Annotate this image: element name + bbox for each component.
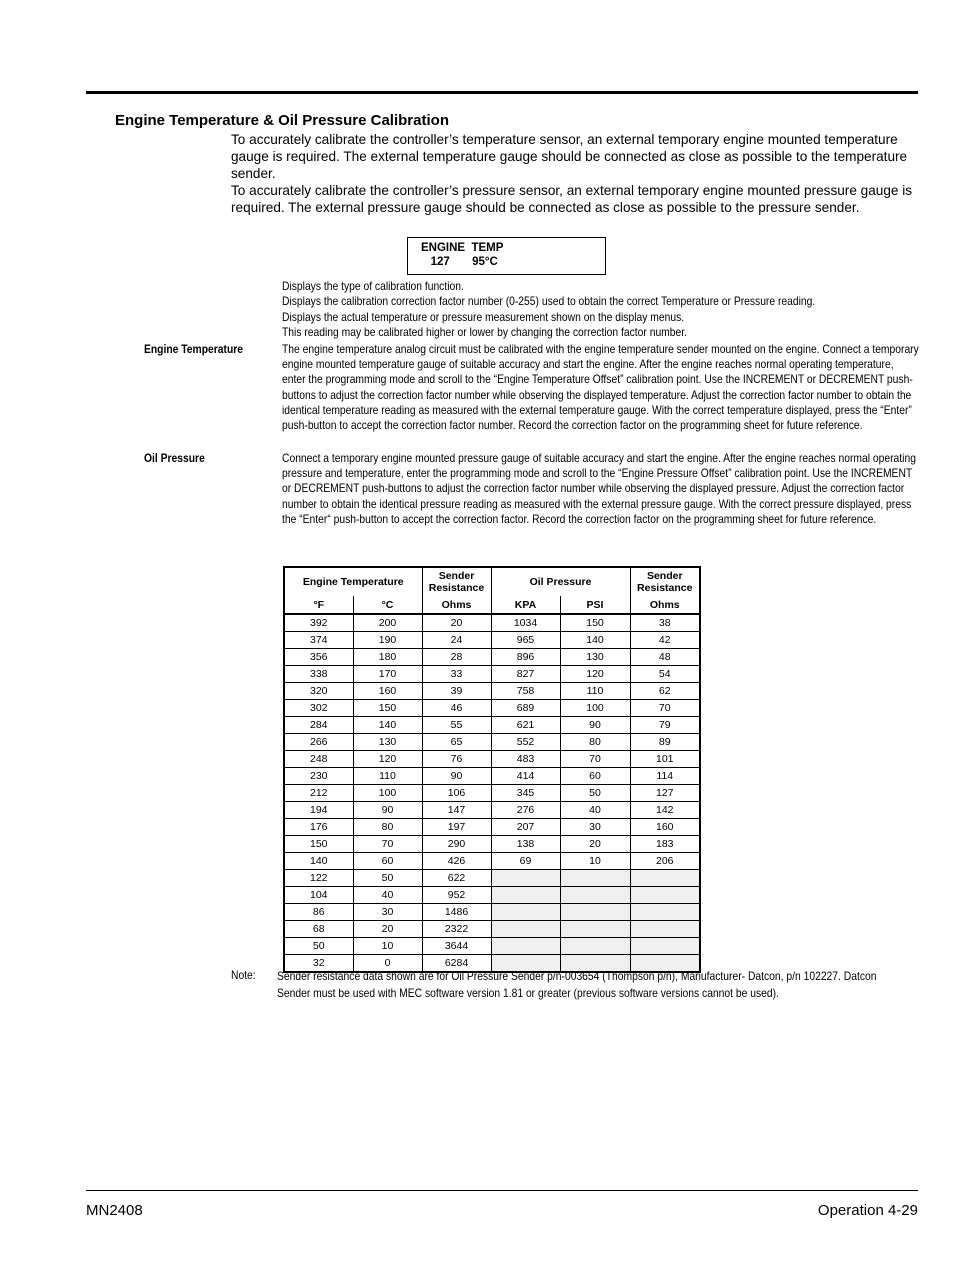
table-cell: 100 xyxy=(560,700,630,717)
table-cell: 483 xyxy=(491,751,560,768)
display-example xyxy=(407,237,606,275)
table-cell: 40 xyxy=(560,802,630,819)
table-cell: 622 xyxy=(422,870,491,887)
table-cell: 60 xyxy=(353,853,422,870)
table-cell: 69 xyxy=(491,853,560,870)
table-cell xyxy=(491,938,560,955)
table-cell: 106 xyxy=(422,785,491,802)
table-cell xyxy=(630,870,700,887)
table-cell: 200 xyxy=(353,614,422,632)
unit-header: °F xyxy=(284,596,353,614)
table-cell: 689 xyxy=(491,700,560,717)
table-cell xyxy=(630,938,700,955)
unit-header: Ohms xyxy=(630,596,700,614)
table-row xyxy=(284,853,700,870)
table-cell: 147 xyxy=(422,802,491,819)
table-cell xyxy=(560,921,630,938)
table-cell: 952 xyxy=(422,887,491,904)
engine-temperature-text: The engine temperature analog circuit must be calibrated with the engine temperature sender mounted on the engine. Connect a temporary engine mounted temperature gauge of suitable accuracy and start the engine. After the engine reaches normal operating temperature, enter the programming mode and scroll to the “Engine Temperature Offset” calibration point. Use the INCREMENT or DECREMENT push-buttons to adjust the correction factor number while observing the displayed temperature. Adjust the correction factor number to obtain the identical temperature reading as measured with the external temperature gauge. With the correct temperature displayed, press the “Enter” push-button to accept the correction factor number. Record the correction factor on the programming sheet for future reference. xyxy=(282,342,919,433)
footer-page-number: Operation 4-29 xyxy=(817,1202,918,1219)
table-cell: 965 xyxy=(491,632,560,649)
table-cell: 140 xyxy=(560,632,630,649)
table-cell: 190 xyxy=(353,632,422,649)
table-cell: 104 xyxy=(284,887,353,904)
table-cell: 120 xyxy=(353,751,422,768)
table-cell: 180 xyxy=(353,649,422,666)
unit-header: KPA xyxy=(491,596,560,614)
table-row xyxy=(284,751,700,768)
table-cell: 183 xyxy=(630,836,700,853)
oil-pressure-text: Connect a temporary engine mounted pressure gauge of suitable accuracy and start the engine. After the engine reaches normal operating pressure and temperature, enter the programming mode and scroll to the “Engine Pressure Offset” calibration point. Use the INCREMENT or DECREMENT push-buttons to adjust the correction factor number while observing the displayed pressure. Adjust the correction factor number to obtain the identical pressure reading as measured with the external pressure gauge. With the correct pressure displayed, press the “Enter“ push-button to accept the correction factor. Record the correction factor on the programming sheet for future reference. xyxy=(282,451,916,526)
table-cell: 552 xyxy=(491,734,560,751)
table-cell: 86 xyxy=(284,904,353,921)
table-cell: 48 xyxy=(630,649,700,666)
table-cell: 114 xyxy=(630,768,700,785)
description-item: This reading may be calibrated higher or lower by changing the correction factor number. xyxy=(282,325,687,340)
table-cell: 338 xyxy=(284,666,353,683)
table-row xyxy=(284,666,700,683)
table-row xyxy=(284,802,700,819)
table-cell: 62 xyxy=(630,683,700,700)
table-cell: 30 xyxy=(560,819,630,836)
table-cell: 130 xyxy=(353,734,422,751)
table-row xyxy=(284,632,700,649)
unit-header: PSI xyxy=(560,596,630,614)
table-cell: 70 xyxy=(630,700,700,717)
table-cell xyxy=(491,870,560,887)
table-cell: 80 xyxy=(353,819,422,836)
table-cell: 55 xyxy=(422,717,491,734)
table-cell: 356 xyxy=(284,649,353,666)
table-cell: 70 xyxy=(560,751,630,768)
header-oil-pressure: Oil Pressure xyxy=(491,567,630,596)
table-row xyxy=(284,717,700,734)
table-row xyxy=(284,785,700,802)
table-cell: 79 xyxy=(630,717,700,734)
table-cell: 1034 xyxy=(491,614,560,632)
table-cell: 28 xyxy=(422,649,491,666)
table-cell: 140 xyxy=(353,717,422,734)
table-cell: 248 xyxy=(284,751,353,768)
table-cell: 50 xyxy=(284,938,353,955)
table-cell: 284 xyxy=(284,717,353,734)
table-cell: 3644 xyxy=(422,938,491,955)
description-item: Displays the calibration correction factor number (0-255) used to obtain the correct Temperature or Pressure reading. xyxy=(282,294,816,309)
table-cell: 176 xyxy=(284,819,353,836)
table-cell: 101 xyxy=(630,751,700,768)
table-cell: 122 xyxy=(284,870,353,887)
table-cell: 160 xyxy=(630,819,700,836)
table-cell: 212 xyxy=(284,785,353,802)
display-descriptions xyxy=(282,279,923,341)
table-cell: 30 xyxy=(353,904,422,921)
table-cell: 50 xyxy=(560,785,630,802)
table-cell: 46 xyxy=(422,700,491,717)
table-cell: 120 xyxy=(560,666,630,683)
table-cell: 142 xyxy=(630,802,700,819)
table-cell: 320 xyxy=(284,683,353,700)
table-cell: 80 xyxy=(560,734,630,751)
note-label: Note: xyxy=(231,968,256,982)
table-row xyxy=(284,870,700,887)
table-cell: 20 xyxy=(422,614,491,632)
table-cell: 170 xyxy=(353,666,422,683)
table-cell: 6284 xyxy=(422,955,491,973)
header-sender-resistance-2: Sender Resistance xyxy=(630,567,700,596)
table-cell: 20 xyxy=(353,921,422,938)
table-cell: 290 xyxy=(422,836,491,853)
table-cell xyxy=(491,887,560,904)
table-cell: 140 xyxy=(284,853,353,870)
section-title: Engine Temperature & Oil Pressure Calibration xyxy=(115,112,449,129)
intro-paragraph-pressure: To accurately calibrate the controller’s pressure sensor, an external temporary engine mounted pressure gauge is required. The external pressure gauge should be connected as close as possible to the pressure sender. xyxy=(231,183,913,215)
table-row xyxy=(284,887,700,904)
table-cell: 90 xyxy=(353,802,422,819)
engine-temperature-label: Engine Temperature xyxy=(144,342,244,356)
table-cell: 621 xyxy=(491,717,560,734)
header-engine-temperature: Engine Temperature xyxy=(284,567,422,596)
table-row xyxy=(284,836,700,853)
table-cell: 150 xyxy=(284,836,353,853)
table-cell: 110 xyxy=(353,768,422,785)
intro-text xyxy=(231,131,916,216)
table-cell: 20 xyxy=(560,836,630,853)
table-row xyxy=(284,904,700,921)
table-cell: 89 xyxy=(630,734,700,751)
table-cell xyxy=(630,921,700,938)
header-sender-resistance: Sender Resistance xyxy=(422,567,491,596)
table-cell: 194 xyxy=(284,802,353,819)
table-cell: 110 xyxy=(560,683,630,700)
table-cell: 758 xyxy=(491,683,560,700)
table-cell: 39 xyxy=(422,683,491,700)
table-cell: 414 xyxy=(491,768,560,785)
table-cell: 2322 xyxy=(422,921,491,938)
unit-header: Ohms xyxy=(422,596,491,614)
display-line-2: 127 95°C xyxy=(421,256,498,268)
table-cell: 266 xyxy=(284,734,353,751)
table-cell: 197 xyxy=(422,819,491,836)
table-cell: 827 xyxy=(491,666,560,683)
table-cell: 50 xyxy=(353,870,422,887)
table-cell: 150 xyxy=(353,700,422,717)
table-cell: 90 xyxy=(422,768,491,785)
table-cell xyxy=(630,904,700,921)
table-row xyxy=(284,649,700,666)
table-row xyxy=(284,683,700,700)
table-cell xyxy=(491,921,560,938)
table-cell: 100 xyxy=(353,785,422,802)
table-cell: 207 xyxy=(491,819,560,836)
note-text: Sender resistance data shown are for Oil Pressure Sender p/n-003654 (Thompson p/n), Manufacturer- Datcon, p/n 102227. Datcon Sender must be used with MEC software version 1.81 or greater (previous software versions cannot be used). xyxy=(277,969,877,1000)
table-cell: 130 xyxy=(560,649,630,666)
table-cell: 374 xyxy=(284,632,353,649)
footer-document-number: MN2408 xyxy=(86,1202,143,1219)
table-cell: 276 xyxy=(491,802,560,819)
calibration-table xyxy=(283,566,701,973)
table-cell xyxy=(560,887,630,904)
description-item: Displays the type of calibration function. xyxy=(282,279,464,293)
table-cell: 54 xyxy=(630,666,700,683)
table-cell: 127 xyxy=(630,785,700,802)
table-cell: 68 xyxy=(284,921,353,938)
table-cell: 345 xyxy=(491,785,560,802)
table-row xyxy=(284,768,700,785)
table-cell: 76 xyxy=(422,751,491,768)
table-cell: 70 xyxy=(353,836,422,853)
table-cell: 24 xyxy=(422,632,491,649)
unit-header: °C xyxy=(353,596,422,614)
table-cell: 206 xyxy=(630,853,700,870)
table-row xyxy=(284,921,700,938)
table-row xyxy=(284,734,700,751)
table-cell xyxy=(560,938,630,955)
oil-pressure-label: Oil Pressure xyxy=(144,451,205,465)
table-cell: 32 xyxy=(284,955,353,973)
table-cell: 42 xyxy=(630,632,700,649)
intro-paragraph-temperature: To accurately calibrate the controller’s temperature sensor, an external temporary engine mounted temperature gauge is required. The external temperature gauge should be connected as close as possible to the temperature sender. xyxy=(231,132,908,181)
table-cell: 160 xyxy=(353,683,422,700)
calibration-table-body xyxy=(284,614,700,972)
table-row xyxy=(284,700,700,717)
table-cell: 40 xyxy=(353,887,422,904)
table-cell: 302 xyxy=(284,700,353,717)
table-row xyxy=(284,938,700,955)
table-cell: 150 xyxy=(560,614,630,632)
table-cell: 10 xyxy=(560,853,630,870)
display-line-1: ENGINE TEMP xyxy=(421,242,504,254)
table-cell: 10 xyxy=(353,938,422,955)
table-cell: 60 xyxy=(560,768,630,785)
table-cell: 138 xyxy=(491,836,560,853)
table-cell: 392 xyxy=(284,614,353,632)
table-cell: 33 xyxy=(422,666,491,683)
table-row xyxy=(284,614,700,632)
table-cell: 90 xyxy=(560,717,630,734)
table-row xyxy=(284,819,700,836)
table-cell: 1486 xyxy=(422,904,491,921)
table-cell: 426 xyxy=(422,853,491,870)
table-cell xyxy=(560,904,630,921)
table-cell xyxy=(630,887,700,904)
table-cell: 65 xyxy=(422,734,491,751)
table-cell xyxy=(560,870,630,887)
bottom-rule xyxy=(86,1190,918,1191)
table-cell xyxy=(491,904,560,921)
table-cell: 896 xyxy=(491,649,560,666)
top-rule xyxy=(86,91,918,94)
description-item: Displays the actual temperature or pressure measurement shown on the display menus. xyxy=(282,309,685,324)
table-cell: 0 xyxy=(353,955,422,973)
table-cell: 230 xyxy=(284,768,353,785)
table-cell: 38 xyxy=(630,614,700,632)
